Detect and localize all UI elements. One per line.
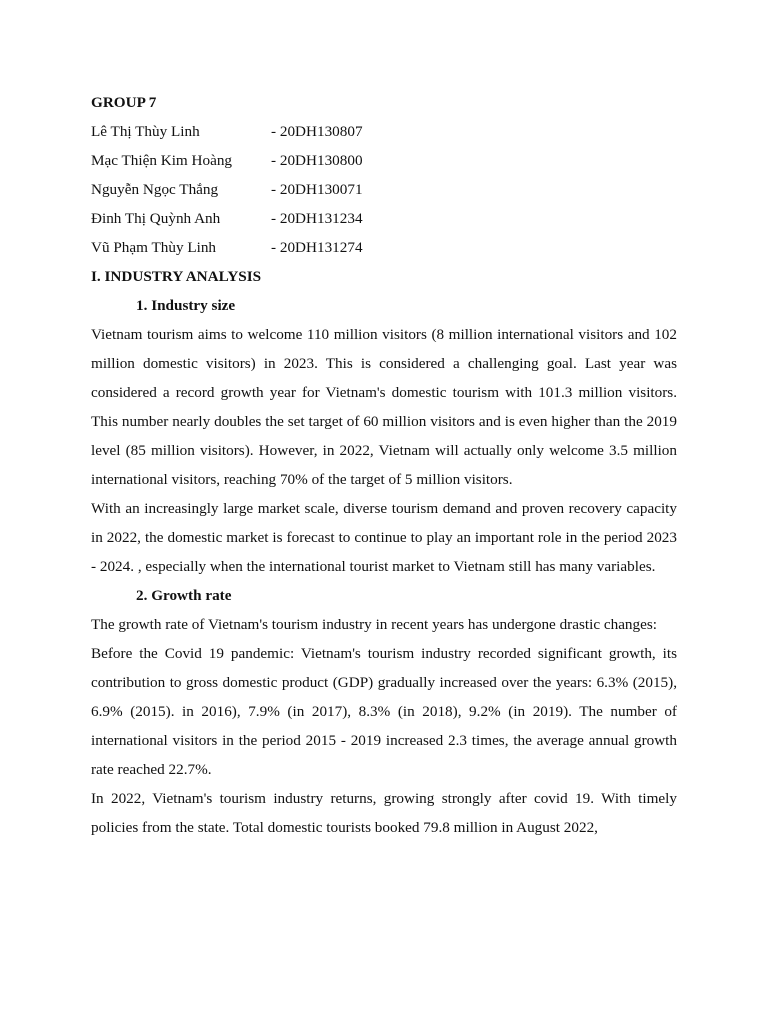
document-page [91, 88, 677, 842]
member-name: Lê Thị Thùy Linh [91, 123, 200, 140]
member-row [91, 175, 677, 204]
member-name: Nguyễn Ngọc Thắng [91, 181, 219, 198]
member-name: Vũ Phạm Thùy Linh [91, 239, 217, 256]
member-id: - 20DH131274 [271, 239, 363, 256]
member-id: - 20DH130071 [271, 181, 363, 198]
subsection-title-industry-size: 1. Industry size [136, 297, 236, 314]
member-row [91, 146, 677, 175]
member-name: Đinh Thị Quỳnh Anh [91, 210, 221, 227]
paragraph-2022: In 2022, Vietnam's tourism industry returns, growing strongly after covid 19. With timely policies from the state. Total domestic tourists booked 79.8 million in August 2022, [91, 790, 677, 836]
paragraph-industry-size: Vietnam tourism aims to welcome 110 million visitors (8 million international visitors and 102 million domestic visitors) in 2023. This is considered a challenging goal. Last year was considered a record growth year for Vietnam's domestic tourism with 101.3 million visitors. This number nearly doubles the set target of 60 million visitors and is even higher than the 2019 level (85 million visitors). However, in 2022, Vietnam will actually only welcome 3.5 million international visitors, reaching 70% of the target of 5 million visitors. [91, 326, 677, 488]
member-row [91, 204, 677, 233]
member-name: Mạc Thiện Kim Hoàng [91, 152, 233, 169]
paragraph-growth-intro: The growth rate of Vietnam's tourism industry in recent years has undergone drastic changes: [91, 616, 657, 633]
group-title: GROUP 7 [91, 94, 157, 111]
member-id: - 20DH130800 [271, 152, 363, 169]
member-row [91, 233, 677, 262]
paragraph-pre-covid: Before the Covid 19 pandemic: Vietnam's tourism industry recorded significant growth, its contribution to gross domestic product (GDP) gradually increased over the years: 6.3% (2015), 6.9% (2015). in 2016), 7.9% (in 2017), 8.3% (in 2018), 9.2% (in 2019). The number of international visitors in the period 2015 - 2019 increased 2.3 times, the average annual growth rate reached 22.7%. [91, 645, 677, 778]
section-title: I. INDUSTRY ANALYSIS [91, 268, 262, 285]
member-id: - 20DH130807 [271, 123, 363, 140]
member-row [91, 117, 677, 146]
subsection-title-growth-rate: 2. Growth rate [136, 587, 232, 604]
paragraph-market-scale: With an increasingly large market scale, diverse tourism demand and proven recovery capacity in 2022, the domestic market is forecast to continue to play an important role in the period 2023 - 2024. , especially when the international tourist market to Vietnam still has many variables. [91, 500, 677, 575]
member-id: - 20DH131234 [271, 210, 363, 227]
